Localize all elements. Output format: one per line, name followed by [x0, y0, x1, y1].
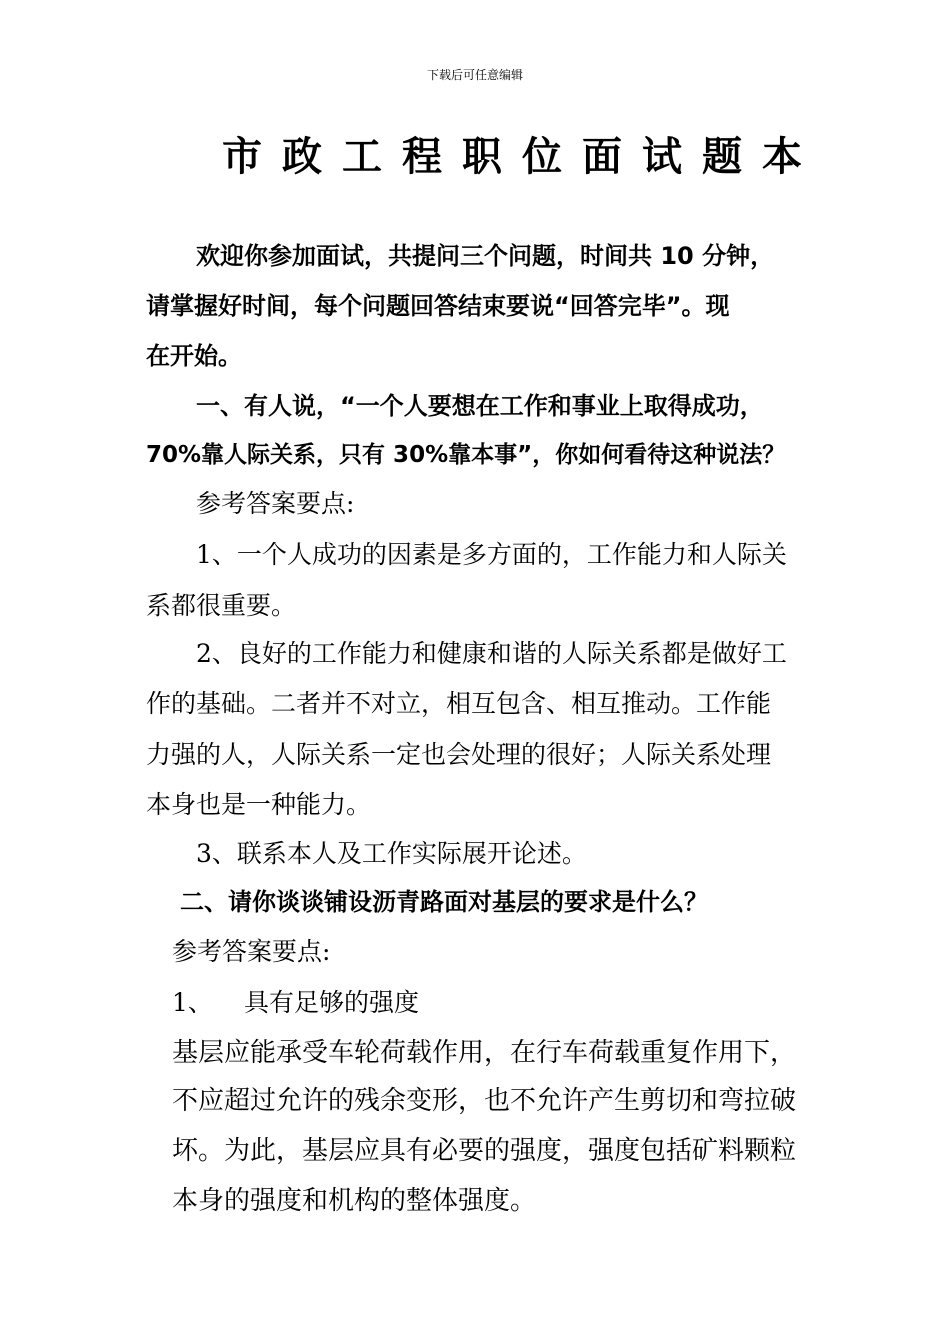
question-2-item-1-line: 基层应能承受车轮荷载作用，在行车荷载重复作用下，	[172, 1038, 797, 1068]
question-2-item-1-line: 不应超过允许的残余变形，也不允许产生剪切和弯拉破	[172, 1086, 797, 1116]
question-1-answer-line: 1、一个人成功的因素是多方面的，工作能力和人际关	[196, 540, 787, 569]
question-1-answer-line: 本身也是一种能力。	[146, 790, 372, 819]
page-title: 市政工程职位面试题本	[222, 134, 822, 180]
question-1-answer-line: 2、良好的工作能力和健康和谐的人际关系都是做好工	[196, 639, 787, 668]
question-2-item-1-title: 具有足够的强度	[244, 988, 420, 1017]
question-2-line: 二、请你谈谈铺设沥青路面对基层的要求是什么？	[180, 888, 708, 916]
question-1-answer-line: 3、联系本人及工作实际展开论述。	[196, 839, 587, 868]
intro-line-2: 请掌握好时间，每个问题回答结束要说“回答完毕”。现	[146, 292, 730, 320]
question-2-item-1-line: 坏。为此，基层应具有必要的强度，强度包括矿料颗粒	[172, 1136, 797, 1166]
question-2-item-1-number: 1、	[172, 988, 213, 1017]
question-1-answer-line: 力强的人，人际关系一定也会处理的很好；人际关系处理	[146, 740, 772, 769]
intro-line-3: 在开始。	[146, 342, 242, 370]
intro-line-1: 欢迎你参加面试，共提问三个问题，时间共 10 分钟，	[196, 242, 775, 270]
question-1-line-2: 70%靠人际关系，只有 30%靠本事”，你如何看待这种说法？	[146, 442, 786, 468]
header-note: 下载后可任意编辑	[426, 68, 523, 82]
question-1-answer-heading: 参考答案要点:	[196, 489, 355, 518]
question-1-answer-line: 作的基础。二者并不对立，相互包含、相互推动。工作能	[146, 689, 772, 718]
question-2-answer-heading: 参考答案要点:	[172, 937, 331, 966]
question-1-line-1: 一、有人说，“一个人要想在工作和事业上取得成功，	[196, 392, 764, 420]
question-2-item-1-line: 本身的强度和机构的整体强度。	[172, 1186, 537, 1216]
question-1-answer-line: 系都很重要。	[146, 591, 297, 620]
